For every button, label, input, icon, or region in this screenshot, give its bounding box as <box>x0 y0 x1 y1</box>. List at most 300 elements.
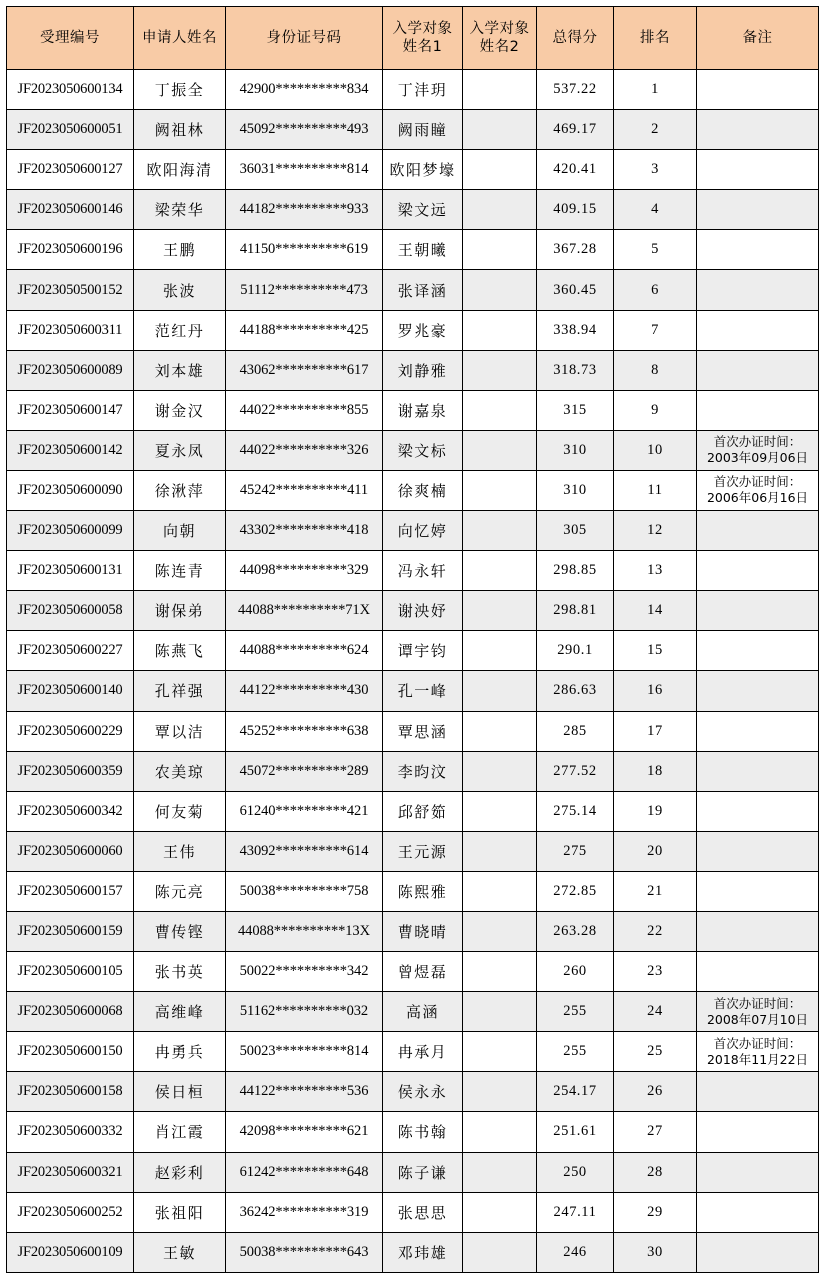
cell-id-number[interactable]: 44098**********329 <box>226 551 383 591</box>
cell-rank[interactable]: 24 <box>614 992 697 1032</box>
header-line-1: 入学对象 <box>469 20 530 37</box>
cell-applicant[interactable]: 刘本雄 <box>134 350 226 390</box>
cell-rank[interactable]: 27 <box>614 1112 697 1152</box>
cell-applicant[interactable]: 王敏 <box>134 1232 226 1272</box>
cell-remark[interactable] <box>697 1072 819 1112</box>
cell-student1[interactable]: 梁文远 <box>383 190 463 230</box>
cell-total-score[interactable]: 298.85 <box>537 551 614 591</box>
cell-id-number[interactable]: 44188**********425 <box>226 310 383 350</box>
cell-accept-no[interactable]: JF2023050600321 <box>7 1152 134 1192</box>
table-row <box>7 1232 819 1272</box>
cell-rank[interactable]: 25 <box>614 1032 697 1072</box>
table-row <box>7 1112 819 1152</box>
cell-remark[interactable] <box>697 470 819 510</box>
cell-student2[interactable] <box>463 110 537 150</box>
table-row <box>7 911 819 951</box>
cell-student2[interactable] <box>463 270 537 310</box>
cell-remark[interactable] <box>697 1192 819 1232</box>
cell-student1[interactable]: 陈熙雅 <box>383 871 463 911</box>
cell-student2[interactable] <box>463 511 537 551</box>
cell-remark[interactable] <box>697 390 819 430</box>
cell-student2[interactable] <box>463 751 537 791</box>
cell-id-number[interactable]: 44122**********536 <box>226 1072 383 1112</box>
cell-student1[interactable]: 侯永永 <box>383 1072 463 1112</box>
table-row <box>7 350 819 390</box>
cell-total-score[interactable]: 409.15 <box>537 190 614 230</box>
table-row <box>7 1072 819 1112</box>
cell-student2[interactable] <box>463 70 537 110</box>
cell-accept-no[interactable]: JF2023050600147 <box>7 390 134 430</box>
cell-accept-no[interactable]: JF2023050600359 <box>7 751 134 791</box>
cell-accept-no[interactable]: JF2023050600068 <box>7 992 134 1032</box>
cell-applicant[interactable]: 阙祖林 <box>134 110 226 150</box>
cell-id-number[interactable]: 44022**********855 <box>226 390 383 430</box>
cell-student2[interactable] <box>463 791 537 831</box>
cell-remark[interactable] <box>697 671 819 711</box>
remark-line-2: 2003年09月06日 <box>706 450 809 466</box>
table-row <box>7 591 819 631</box>
cell-student1[interactable]: 覃思涵 <box>383 711 463 751</box>
cell-rank[interactable]: 11 <box>614 470 697 510</box>
cell-id-number[interactable]: 45092**********493 <box>226 110 383 150</box>
cell-remark[interactable] <box>697 1152 819 1192</box>
cell-student1[interactable]: 王朝曦 <box>383 230 463 270</box>
cell-student2[interactable] <box>463 952 537 992</box>
table-row <box>7 1032 819 1072</box>
cell-rank[interactable]: 3 <box>614 150 697 190</box>
table-row <box>7 791 819 831</box>
table-row <box>7 1192 819 1232</box>
cell-rank[interactable]: 10 <box>614 430 697 470</box>
cell-rank[interactable]: 23 <box>614 952 697 992</box>
remark-line-1: 首次办证时间： <box>713 434 802 450</box>
cell-applicant[interactable]: 陈燕飞 <box>134 631 226 671</box>
cell-accept-no[interactable]: JF2023050600105 <box>7 952 134 992</box>
cell-total-score[interactable]: 298.81 <box>537 591 614 631</box>
cell-student1[interactable]: 高涵 <box>383 992 463 1032</box>
cell-id-number[interactable]: 36242**********319 <box>226 1192 383 1232</box>
cell-rank[interactable]: 21 <box>614 871 697 911</box>
remark-line-1: 首次办证时间： <box>713 1035 802 1051</box>
cell-id-number[interactable]: 61242**********648 <box>226 1152 383 1192</box>
cell-applicant[interactable]: 肖江霞 <box>134 1112 226 1152</box>
cell-remark[interactable] <box>697 270 819 310</box>
cell-student1[interactable]: 刘静雅 <box>383 350 463 390</box>
cell-student1[interactable]: 陈子谦 <box>383 1152 463 1192</box>
cell-id-number[interactable]: 45242**********411 <box>226 470 383 510</box>
column-header-student2 <box>463 7 537 70</box>
cell-student2[interactable] <box>463 470 537 510</box>
cell-remark[interactable] <box>697 1112 819 1152</box>
cell-total-score[interactable]: 246 <box>537 1232 614 1272</box>
column-header-remark <box>697 7 819 70</box>
table-row <box>7 992 819 1032</box>
cell-total-score[interactable]: 290.1 <box>537 631 614 671</box>
cell-applicant[interactable]: 梁荣华 <box>134 190 226 230</box>
cell-student1[interactable]: 谢嘉泉 <box>383 390 463 430</box>
cell-total-score[interactable]: 315 <box>537 390 614 430</box>
cell-total-score[interactable]: 254.17 <box>537 1072 614 1112</box>
cell-id-number[interactable]: 44088**********624 <box>226 631 383 671</box>
cell-applicant[interactable]: 侯日桓 <box>134 1072 226 1112</box>
cell-student1[interactable]: 孔一峰 <box>383 671 463 711</box>
cell-accept-no[interactable]: JF2023050600227 <box>7 631 134 671</box>
table-row <box>7 70 819 110</box>
table-header <box>7 7 819 70</box>
cell-remark[interactable] <box>697 711 819 751</box>
cell-id-number[interactable]: 50038**********643 <box>226 1232 383 1272</box>
cell-total-score[interactable]: 537.22 <box>537 70 614 110</box>
cell-applicant[interactable]: 张祖阳 <box>134 1192 226 1232</box>
cell-student2[interactable] <box>463 310 537 350</box>
cell-applicant[interactable]: 欧阳海清 <box>134 150 226 190</box>
table-row <box>7 631 819 671</box>
cell-total-score[interactable]: 251.61 <box>537 1112 614 1152</box>
cell-remark[interactable] <box>697 911 819 951</box>
cell-accept-no[interactable]: JF2023050600142 <box>7 430 134 470</box>
cell-rank[interactable]: 7 <box>614 310 697 350</box>
cell-accept-no[interactable]: JF2023050600158 <box>7 1072 134 1112</box>
cell-student2[interactable] <box>463 150 537 190</box>
applicant-score-table <box>6 6 819 1273</box>
cell-remark[interactable] <box>697 551 819 591</box>
cell-total-score[interactable]: 275.14 <box>537 791 614 831</box>
cell-remark[interactable] <box>697 591 819 631</box>
cell-student1[interactable]: 谭宇钧 <box>383 631 463 671</box>
column-header-rank <box>614 7 697 70</box>
cell-rank[interactable]: 15 <box>614 631 697 671</box>
cell-id-number[interactable]: 44182**********933 <box>226 190 383 230</box>
cell-accept-no[interactable]: JF2023050500152 <box>7 270 134 310</box>
cell-accept-no[interactable]: JF2023050600150 <box>7 1032 134 1072</box>
cell-total-score[interactable]: 255 <box>537 992 614 1032</box>
table-row <box>7 230 819 270</box>
cell-remark[interactable] <box>697 190 819 230</box>
remark-line-1: 首次办证时间： <box>713 995 802 1011</box>
cell-total-score[interactable]: 255 <box>537 1032 614 1072</box>
cell-rank[interactable]: 28 <box>614 1152 697 1192</box>
cell-id-number[interactable]: 43302**********418 <box>226 511 383 551</box>
cell-remark[interactable] <box>697 952 819 992</box>
cell-id-number[interactable]: 41150**********619 <box>226 230 383 270</box>
table-row <box>7 390 819 430</box>
cell-total-score[interactable]: 469.17 <box>537 110 614 150</box>
header-line-1: 入学对象 <box>392 20 453 37</box>
cell-student2[interactable] <box>463 430 537 470</box>
cell-total-score[interactable]: 247.11 <box>537 1192 614 1232</box>
cell-accept-no[interactable]: JF2023050600140 <box>7 671 134 711</box>
cell-total-score[interactable]: 338.94 <box>537 310 614 350</box>
cell-applicant[interactable]: 张书英 <box>134 952 226 992</box>
table-row <box>7 430 819 470</box>
cell-total-score[interactable]: 286.63 <box>537 671 614 711</box>
cell-accept-no[interactable]: JF2023050600099 <box>7 511 134 551</box>
cell-id-number[interactable]: 50038**********758 <box>226 871 383 911</box>
cell-total-score[interactable]: 275 <box>537 831 614 871</box>
cell-id-number[interactable]: 51162**********032 <box>226 992 383 1032</box>
cell-rank[interactable]: 29 <box>614 1192 697 1232</box>
cell-remark[interactable] <box>697 871 819 911</box>
cell-accept-no[interactable]: JF2023050600252 <box>7 1192 134 1232</box>
cell-rank[interactable]: 30 <box>614 1232 697 1272</box>
cell-applicant[interactable]: 张波 <box>134 270 226 310</box>
cell-applicant[interactable]: 王伟 <box>134 831 226 871</box>
cell-applicant[interactable]: 赵彩利 <box>134 1152 226 1192</box>
cell-accept-no[interactable]: JF2023050600089 <box>7 350 134 390</box>
cell-student2[interactable] <box>463 1152 537 1192</box>
cell-student1[interactable]: 王元源 <box>383 831 463 871</box>
cell-applicant[interactable]: 孔祥强 <box>134 671 226 711</box>
cell-accept-no[interactable]: JF2023050600127 <box>7 150 134 190</box>
cell-rank[interactable]: 14 <box>614 591 697 631</box>
cell-rank[interactable]: 16 <box>614 671 697 711</box>
cell-remark[interactable] <box>697 992 819 1032</box>
cell-id-number[interactable]: 42900**********834 <box>226 70 383 110</box>
cell-student2[interactable] <box>463 350 537 390</box>
cell-student1[interactable]: 罗兆豪 <box>383 310 463 350</box>
cell-applicant[interactable]: 陈连青 <box>134 551 226 591</box>
cell-student1[interactable]: 阙雨瞳 <box>383 110 463 150</box>
cell-total-score[interactable]: 310 <box>537 470 614 510</box>
header-line-1: 身份证号码 <box>266 29 342 46</box>
table-row <box>7 831 819 871</box>
cell-student2[interactable] <box>463 631 537 671</box>
cell-remark[interactable] <box>697 511 819 551</box>
cell-accept-no[interactable]: JF2023050600342 <box>7 791 134 831</box>
cell-student2[interactable] <box>463 911 537 951</box>
cell-remark[interactable] <box>697 310 819 350</box>
cell-student2[interactable] <box>463 1232 537 1272</box>
cell-applicant[interactable]: 曹传铿 <box>134 911 226 951</box>
header-line-1: 受理编号 <box>40 29 100 46</box>
cell-total-score[interactable]: 305 <box>537 511 614 551</box>
cell-id-number[interactable]: 44022**********326 <box>226 430 383 470</box>
table-row <box>7 150 819 190</box>
cell-id-number[interactable]: 36031**********814 <box>226 150 383 190</box>
cell-student2[interactable] <box>463 1192 537 1232</box>
cell-student2[interactable] <box>463 591 537 631</box>
cell-applicant[interactable]: 丁振全 <box>134 70 226 110</box>
cell-rank[interactable]: 5 <box>614 230 697 270</box>
cell-rank[interactable]: 18 <box>614 751 697 791</box>
cell-rank[interactable]: 8 <box>614 350 697 390</box>
cell-student2[interactable] <box>463 992 537 1032</box>
cell-total-score[interactable]: 272.85 <box>537 871 614 911</box>
column-header-total-score <box>537 7 614 70</box>
cell-accept-no[interactable]: JF2023050600060 <box>7 831 134 871</box>
table-row <box>7 711 819 751</box>
table-body <box>7 70 819 1273</box>
cell-student1[interactable]: 冯永轩 <box>383 551 463 591</box>
cell-applicant[interactable]: 王鹏 <box>134 230 226 270</box>
header-row <box>7 7 819 70</box>
cell-applicant[interactable]: 冉勇兵 <box>134 1032 226 1072</box>
cell-id-number[interactable]: 45252**********638 <box>226 711 383 751</box>
cell-student1[interactable]: 向忆婷 <box>383 511 463 551</box>
cell-student1[interactable]: 谢泱妤 <box>383 591 463 631</box>
table-row <box>7 751 819 791</box>
cell-rank[interactable]: 1 <box>614 70 697 110</box>
header-line-1: 排名 <box>640 29 670 46</box>
cell-total-score[interactable]: 277.52 <box>537 751 614 791</box>
cell-student2[interactable] <box>463 390 537 430</box>
cell-remark[interactable] <box>697 150 819 190</box>
cell-applicant[interactable]: 向朝 <box>134 511 226 551</box>
cell-student1[interactable]: 邓玮雄 <box>383 1232 463 1272</box>
cell-rank[interactable]: 9 <box>614 390 697 430</box>
remark-line-1: 首次办证时间： <box>713 474 802 490</box>
table-row <box>7 871 819 911</box>
cell-rank[interactable]: 13 <box>614 551 697 591</box>
remark-line-2: 2008年07月10日 <box>706 1011 809 1027</box>
cell-student1[interactable]: 张译涵 <box>383 270 463 310</box>
remark-line-2: 2006年06月16日 <box>706 490 809 506</box>
cell-student2[interactable] <box>463 831 537 871</box>
cell-accept-no[interactable]: JF2023050600090 <box>7 470 134 510</box>
cell-accept-no[interactable]: JF2023050600051 <box>7 110 134 150</box>
cell-id-number[interactable]: 50023**********814 <box>226 1032 383 1072</box>
cell-accept-no[interactable]: JF2023050600157 <box>7 871 134 911</box>
header-line-1: 总得分 <box>552 29 598 46</box>
cell-id-number[interactable]: 45072**********289 <box>226 751 383 791</box>
cell-student2[interactable] <box>463 711 537 751</box>
header-line-1: 备注 <box>742 29 773 46</box>
table-row <box>7 511 819 551</box>
cell-student1[interactable]: 曹晓晴 <box>383 911 463 951</box>
header-line-2: 姓名1 <box>402 39 443 55</box>
cell-rank[interactable]: 22 <box>614 911 697 951</box>
cell-accept-no[interactable]: JF2023050600311 <box>7 310 134 350</box>
cell-student2[interactable] <box>463 671 537 711</box>
cell-total-score[interactable]: 260 <box>537 952 614 992</box>
cell-remark[interactable] <box>697 1032 819 1072</box>
table-row <box>7 190 819 230</box>
cell-accept-no[interactable]: JF2023050600146 <box>7 190 134 230</box>
cell-student1[interactable]: 陈书翰 <box>383 1112 463 1152</box>
cell-remark[interactable] <box>697 631 819 671</box>
cell-accept-no[interactable]: JF2023050600058 <box>7 591 134 631</box>
table-row <box>7 310 819 350</box>
cell-student1[interactable]: 欧阳梦壕 <box>383 150 463 190</box>
cell-applicant[interactable]: 陈元亮 <box>134 871 226 911</box>
cell-accept-no[interactable]: JF2023050600332 <box>7 1112 134 1152</box>
cell-student1[interactable]: 李昀汶 <box>383 751 463 791</box>
cell-rank[interactable]: 17 <box>614 711 697 751</box>
cell-accept-no[interactable]: JF2023050600109 <box>7 1232 134 1272</box>
cell-rank[interactable]: 6 <box>614 270 697 310</box>
cell-remark[interactable] <box>697 430 819 470</box>
cell-accept-no[interactable]: JF2023050600134 <box>7 70 134 110</box>
cell-rank[interactable]: 2 <box>614 110 697 150</box>
cell-remark[interactable] <box>697 751 819 791</box>
cell-total-score[interactable]: 360.45 <box>537 270 614 310</box>
cell-remark[interactable] <box>697 110 819 150</box>
cell-rank[interactable]: 4 <box>614 190 697 230</box>
header-line-1: 申请人姓名 <box>142 29 217 46</box>
cell-remark[interactable] <box>697 791 819 831</box>
cell-applicant[interactable]: 谢保弟 <box>134 591 226 631</box>
cell-remark[interactable] <box>697 230 819 270</box>
cell-student1[interactable]: 张思思 <box>383 1192 463 1232</box>
cell-rank[interactable]: 19 <box>614 791 697 831</box>
cell-applicant[interactable]: 高维峰 <box>134 992 226 1032</box>
table-row <box>7 270 819 310</box>
cell-id-number[interactable]: 61240**********421 <box>226 791 383 831</box>
cell-id-number[interactable]: 42098**********621 <box>226 1112 383 1152</box>
column-header-applicant <box>134 7 226 70</box>
cell-student2[interactable] <box>463 1032 537 1072</box>
cell-accept-no[interactable]: JF2023050600131 <box>7 551 134 591</box>
cell-student1[interactable]: 邱舒筎 <box>383 791 463 831</box>
cell-accept-no[interactable]: JF2023050600159 <box>7 911 134 951</box>
column-header-accept-no <box>7 7 134 70</box>
cell-student1[interactable]: 冉承月 <box>383 1032 463 1072</box>
cell-rank[interactable]: 20 <box>614 831 697 871</box>
cell-total-score[interactable]: 310 <box>537 430 614 470</box>
cell-rank[interactable]: 26 <box>614 1072 697 1112</box>
column-header-id-number <box>226 7 383 70</box>
table-row <box>7 1152 819 1192</box>
cell-total-score[interactable]: 285 <box>537 711 614 751</box>
cell-student1[interactable]: 丁沣玥 <box>383 70 463 110</box>
cell-rank[interactable]: 12 <box>614 511 697 551</box>
cell-total-score[interactable]: 250 <box>537 1152 614 1192</box>
cell-remark[interactable] <box>697 70 819 110</box>
cell-student2[interactable] <box>463 1072 537 1112</box>
column-header-student1 <box>383 7 463 70</box>
cell-total-score[interactable]: 263.28 <box>537 911 614 951</box>
cell-applicant[interactable]: 徐湫萍 <box>134 470 226 510</box>
cell-remark[interactable] <box>697 831 819 871</box>
cell-applicant[interactable]: 农美琼 <box>134 751 226 791</box>
cell-student1[interactable]: 梁文标 <box>383 430 463 470</box>
table-row <box>7 110 819 150</box>
cell-id-number[interactable]: 43092**********614 <box>226 831 383 871</box>
cell-applicant[interactable]: 何友菊 <box>134 791 226 831</box>
cell-applicant[interactable]: 覃以洁 <box>134 711 226 751</box>
cell-student2[interactable] <box>463 871 537 911</box>
table-row <box>7 551 819 591</box>
cell-student1[interactable]: 徐爽楠 <box>383 470 463 510</box>
cell-id-number[interactable]: 44088**********13X <box>226 911 383 951</box>
cell-id-number[interactable]: 44088**********71X <box>226 591 383 631</box>
cell-id-number[interactable]: 51112**********473 <box>226 270 383 310</box>
table-row <box>7 470 819 510</box>
cell-student2[interactable] <box>463 1112 537 1152</box>
cell-id-number[interactable]: 44122**********430 <box>226 671 383 711</box>
cell-applicant[interactable]: 夏永凤 <box>134 430 226 470</box>
cell-total-score[interactable]: 318.73 <box>537 350 614 390</box>
header-line-2: 姓名2 <box>479 39 520 55</box>
cell-total-score[interactable]: 367.28 <box>537 230 614 270</box>
cell-student1[interactable]: 曾煜磊 <box>383 952 463 992</box>
cell-student2[interactable] <box>463 230 537 270</box>
remark-line-2: 2018年11月22日 <box>706 1051 809 1067</box>
table-row <box>7 671 819 711</box>
cell-applicant[interactable]: 谢金汉 <box>134 390 226 430</box>
cell-accept-no[interactable]: JF2023050600196 <box>7 230 134 270</box>
cell-student2[interactable] <box>463 190 537 230</box>
cell-student2[interactable] <box>463 551 537 591</box>
cell-id-number[interactable]: 43062**********617 <box>226 350 383 390</box>
table-row <box>7 952 819 992</box>
cell-remark[interactable] <box>697 1232 819 1272</box>
cell-id-number[interactable]: 50022**********342 <box>226 952 383 992</box>
cell-remark[interactable] <box>697 350 819 390</box>
cell-total-score[interactable]: 420.41 <box>537 150 614 190</box>
cell-applicant[interactable]: 范红丹 <box>134 310 226 350</box>
cell-accept-no[interactable]: JF2023050600229 <box>7 711 134 751</box>
